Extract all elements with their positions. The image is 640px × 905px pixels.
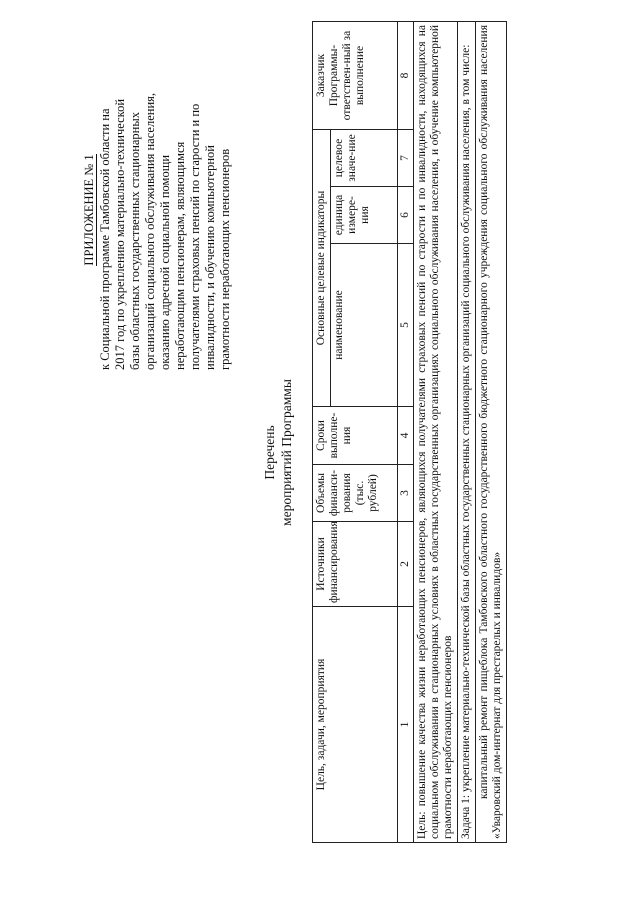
header-indicators: Основные целевые индикаторы [313,130,331,407]
appendix-line: инвалидности, и обучению компьютерной [203,145,217,370]
table-row [458,22,476,843]
header-terms: Сроки выполне-ния [313,407,398,465]
header-indicator-name: наименование [331,244,398,407]
appendix-line: к Социальной программе Тамбовской области на [98,108,112,370]
column-number: 1 [398,607,414,843]
header-goal: Цель, задачи, мероприятия [313,607,398,843]
table-row [414,22,458,843]
appendix-block [82,50,233,370]
item-row-text: капитальный ремонт пищеблока Тамбовского областного государственного бюджетного стационарного учреждения социального обслуживания населения «Уваровский дом-интернат для престарелых и инвалидов» [476,22,507,843]
appendix-line: получателями страховых пенсий по старости и по [188,103,202,370]
header-volumes: Объемы финанси-рования (тыс. рублей) [313,465,398,522]
appendix-line: базы областных государственных стационарных [128,111,142,370]
task-row-text: Задача 1: укрепление материально-технической базы областных государственных стационарных организаций социального обслуживания населения, в том числе: [458,22,476,843]
appendix-line: 2017 год по укреплению материально-технической [113,98,127,370]
header-customer: Заказчик Программы-ответствен-ный за выполнение [313,22,398,130]
header-indicator-unit: единица измере-ния [331,187,398,244]
column-number: 3 [398,465,414,522]
column-number: 4 [398,407,414,465]
column-number-row [398,22,414,843]
appendix-title: ПРИЛОЖЕНИЕ № 1 [82,154,96,266]
goal-row-text: Цель: повышение качества жизни неработающих пенсионеров, являющихся получателями страховых пенсий по старости и по инвалидности, находящихся на социальном обслуживании в стационарных условиях в областных государственных организациях социального обслуживания населения, и обучение компьютерной грамотности неработающих пенсионеров [414,22,458,843]
appendix-line: организаций социального обслуживания населения, [143,92,157,370]
appendix-line: грамотности неработающих пенсионеров [218,148,232,370]
column-number: 5 [398,244,414,407]
column-number: 2 [398,522,414,607]
column-number: 6 [398,187,414,244]
appendix-line: неработающим пенсионерам, являющимся [173,141,187,370]
document-title: Перечень [262,425,277,480]
table-header-row [313,22,331,843]
header-sources: Источники финансирования [313,522,398,607]
column-number: 7 [398,130,414,187]
table-row [476,22,507,843]
column-number: 8 [398,22,414,130]
measures-table [312,21,507,843]
document-subtitle: мероприятий Программы [279,379,294,526]
header-indicator-target: целевое значе-ние [331,130,398,187]
appendix-line: оказанию адресной социальной помощи [158,154,172,370]
